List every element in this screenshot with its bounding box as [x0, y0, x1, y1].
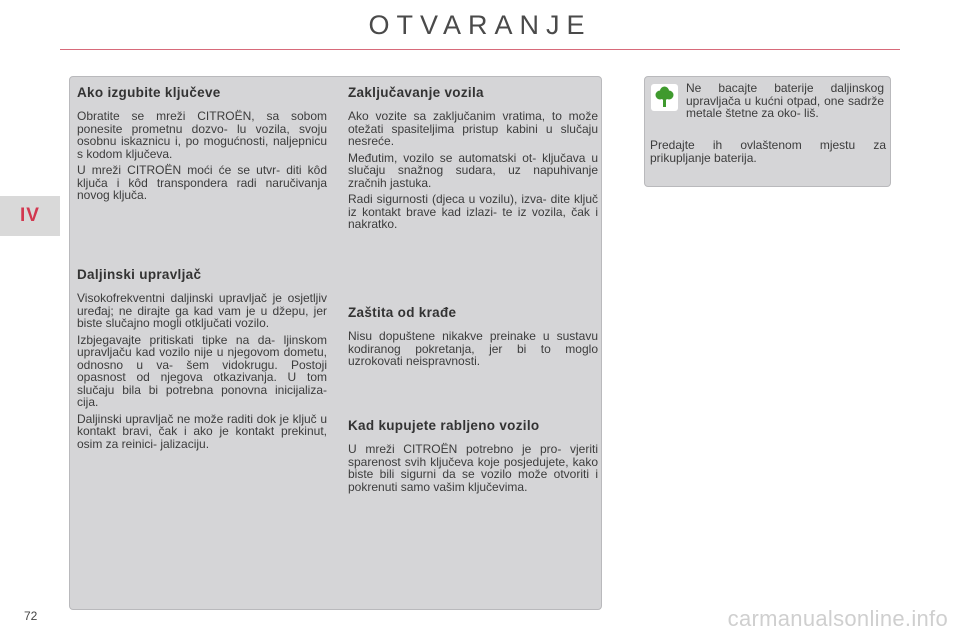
paragraph: U mreži CITROËN moći će se utvr- diti kôd ključa i kôd transpondera radi naručivanja novog ključa. [77, 163, 327, 202]
paragraph: Visokofrekventni daljinski upravljač je osjetljiv uređaj; ne dirajte ga kad vam je u džepu, jer biste slučajno mogli otključati vozilo. [77, 291, 327, 330]
page-title: OTVARANJE [368, 10, 592, 40]
paragraph: Predajte ih ovlaštenom mjestu za prikupljanje baterija. [650, 138, 886, 165]
tree-icon [651, 84, 678, 111]
section-anti-theft [348, 305, 598, 372]
section-heading: Daljinski upravljač [77, 267, 202, 282]
title-divider [60, 49, 900, 50]
paragraph: Međutim, vozilo se automatski ot- ključava u slučaju snažnog sudara, uz napuhivanje zračnih jastuka. [348, 150, 598, 190]
section-heading: Zaključavanje vozila [348, 85, 484, 100]
paragraph: Ne bacajte baterije daljinskog upravljača u kućni otpad, one sadrže metale štetne za oko- liš. [686, 81, 884, 120]
paragraph: U mreži CITROËN potrebno je pro- vjeriti sparenost svih ključeva koje posjedujete, kako biste bili sigurni da se vozilo može otvoriti i pokrenuti samo vašim ključevima. [348, 442, 598, 494]
section-used-vehicle [348, 418, 598, 497]
paragraph: Izbjegavajte pritiskati tipke na da- ljinskom upravljaču kad vozilo nije u njegovom dometu, odnosno u va- šem vidokrugu. Postoji opasnost od njegova otkazivanja. U tom slučaju bila bi potrebna ponovna inicijaliza- cija. [77, 332, 327, 409]
page-number: 72 [24, 609, 38, 623]
environment-note [644, 76, 891, 187]
paragraph: Radi sigurnosti (djeca u vozilu), izva- dite ključ iz kontakt brave kad izlazi- te iz vozila, čak i nakratko. [348, 192, 598, 231]
main-content-panel [69, 76, 602, 610]
section-heading: Ako izgubite ključeve [77, 85, 221, 100]
note-text [650, 139, 886, 168]
chapter-tab [0, 196, 60, 236]
section-heading: Zaštita od krađe [348, 305, 457, 320]
paragraph: Daljinski upravljač ne može raditi dok je ključ u kontakt bravi, čak i ako je kontakt prekinut, osim za reinici- jalizaciju. [77, 411, 327, 451]
paragraph: Nisu dopuštene nikakve preinake u sustavu kodiranog pokretanja, jer bi to moglo uzrokovati neispravnosti. [348, 329, 598, 368]
watermark: carmanualsonline.info [727, 606, 948, 631]
paragraph: Ako vozite sa zaključanim vratima, to može otežati spasiteljima pristup kabini u slučaju nesreće. [348, 109, 598, 148]
section-lost-keys [77, 85, 327, 206]
section-heading: Kad kupujete rabljeno vozilo [348, 418, 540, 433]
section-locking [348, 85, 598, 235]
section-remote-control [77, 267, 327, 454]
note-text [686, 82, 884, 124]
paragraph: Obratite se mreži CITROËN, sa sobom ponesite prometnu dozvo- lu vozila, svoju osobnu iskaznicu i, po mogućnosti, naljepnicu s kodom ključeva. [77, 109, 327, 161]
chapter-label: IV [20, 205, 40, 226]
